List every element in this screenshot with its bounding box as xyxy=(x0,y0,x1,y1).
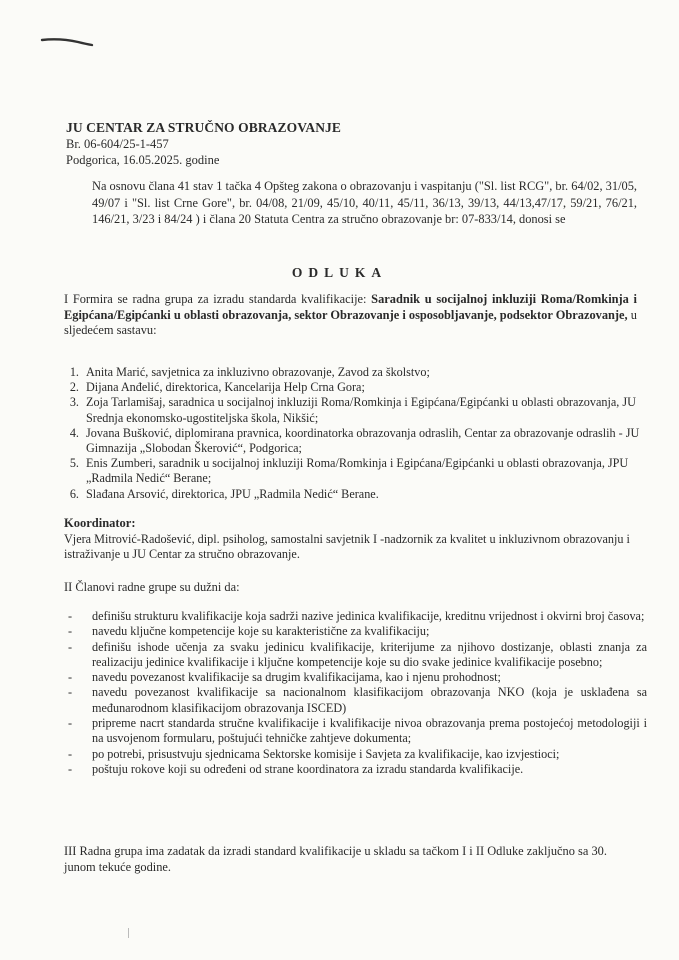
section-1-text-after: u sljedećem sastavu: xyxy=(64,307,637,337)
section-1 xyxy=(64,292,637,339)
list-item: - navedu ključne kompetencije koje su karakteristične za kvalifikaciju; xyxy=(92,624,647,639)
section-2-number: II xyxy=(64,580,73,594)
coordinator-text: Vjera Mitrović-Radošević, dipl. psiholog, samostalni savjetnik I -nadzornik za kvalitet u inkluzivnom obrazovanju i istraživanje u JU Centar za stručno obrazovanje. xyxy=(64,531,630,561)
list-item: - navedu povezanost kvalifikacije sa nacionalnom klasifikacijom obrazovanja NKO (koja je usklađena sa međunarodnom klasifikacijom obrazovanja ISCED) xyxy=(92,685,647,716)
coordinator-block xyxy=(64,516,634,563)
list-item: 3. Zoja Tarlamišaj, saradnica u socijalnoj inkluziji Roma/Romkinja i Egipćana/Egipćanki u oblasti obrazovanja, JU Srednja ekonomsko-ugostiteljska škola, Nikšić; xyxy=(82,395,652,425)
section-3 xyxy=(64,843,634,875)
document-title: ODLUKA xyxy=(291,265,388,280)
section-1-number: I xyxy=(64,292,69,306)
list-item: - po potrebi, prisustvuju sjednicama Sektorske komisije i Savjeta za kvalifikacije, kao izvjestioci; xyxy=(92,747,647,762)
members-list xyxy=(58,365,652,502)
reference-number: Br. 06-604/25-1-457 xyxy=(66,137,169,151)
institution-name: JU CENTAR ZA STRUČNO OBRAZOVANJE xyxy=(66,120,341,135)
section-2 xyxy=(64,580,634,595)
list-item: - definišu ishode učenja za svaku jedinicu kvalifikacije, kriterijume za njihovo dostizanje, oblasti znanja za realizaciju jedinice kvalifikacije i ključne kompetencije koje su dio svake jedinice kvalifikacije posebno; xyxy=(92,640,647,671)
document-header xyxy=(66,120,626,168)
list-item: 5. Enis Zumberi, saradnik u socijalnoj inkluziji Roma/Romkinja i Egipćana/Egipćanki u oblasti obrazovanja, JPU „Radmila Nedić“ Berane; xyxy=(82,456,652,486)
coordinator-heading: Koordinator: xyxy=(64,516,136,530)
section-3-text: Radna grupa ima zadatak da izradi standard kvalifikacije u skladu sa tačkom I i II Odluke zaključno sa 30. junom tekuće godine. xyxy=(64,844,607,874)
list-item: - definišu strukturu kvalifikacije koja sadrži nazive jedinica kvalifikacije, kreditnu vrijednost i okvirni broj časova; xyxy=(92,609,647,624)
list-item: - pripreme nacrt standarda stručne kvalifikacije i kvalifikacije nivoa obrazovanja prema postojećoj metodologiji i na usvojenom formularu, poštujući tehničke zahtjeve dokumenta; xyxy=(92,716,647,747)
scan-speck xyxy=(128,928,129,938)
qualification-name: Saradnik u socijalnoj inkluziji Roma/Romkinja i Egipćana/Egipćanki u oblasti obrazovanja, sektor Obrazovanje i osposobljavanje, podsektor Obrazovanje, xyxy=(64,292,637,322)
duties-list xyxy=(64,609,647,777)
list-item: 1. Anita Marić, savjetnica za inkluzivno obrazovanje, Zavod za školstvo; xyxy=(82,365,652,380)
list-item: 6. Slađana Arsović, direktorica, JPU „Radmila Nedić“ Berane. xyxy=(82,487,652,502)
place-date: Podgorica, 16.05.2025. godine xyxy=(66,153,220,167)
list-item: 2. Dijana Anđelić, direktorica, Kancelarija Help Crna Gora; xyxy=(82,380,652,395)
legal-basis-paragraph: Na osnovu člana 41 stav 1 tačka 4 Opšteg zakona o obrazovanju i vaspitanju ("Sl. list RCG", br. 64/02, 31/05, 49/07 i "Sl. list Crne Gore", br. 04/08, 21/09, 45/10, 40/11, 45/11, 36/13, 39/13, 44/13,47/17, 59/21, 76/21, 146/21, 3/23 i 84/24 ) i člana 20 Statuta Centra za stručno obrazovanje br: 07-833/14, donosi se xyxy=(92,179,637,226)
section-1-text: Formira se radna grupa za izradu standarda kvalifikacije: xyxy=(72,292,367,306)
section-3-number: III xyxy=(64,844,77,858)
list-item: - poštuju rokove koji su određeni od strane koordinatora za izradu standarda kvalifikacije. xyxy=(92,762,647,777)
list-item: - navedu povezanost kvalifikacije sa drugim kvalifikacijama, kao i njenu prohodnost; xyxy=(92,670,647,685)
list-item: 4. Jovana Bušković, diplomirana pravnica, koordinatorka obrazovanja odraslih, Centar za obrazovanje odraslih - JU Gimnazija „Slobodan Škerović“, Podgorica; xyxy=(82,426,652,456)
section-2-text: Članovi radne grupe su dužni da: xyxy=(75,580,240,594)
pen-mark-icon xyxy=(40,34,100,48)
